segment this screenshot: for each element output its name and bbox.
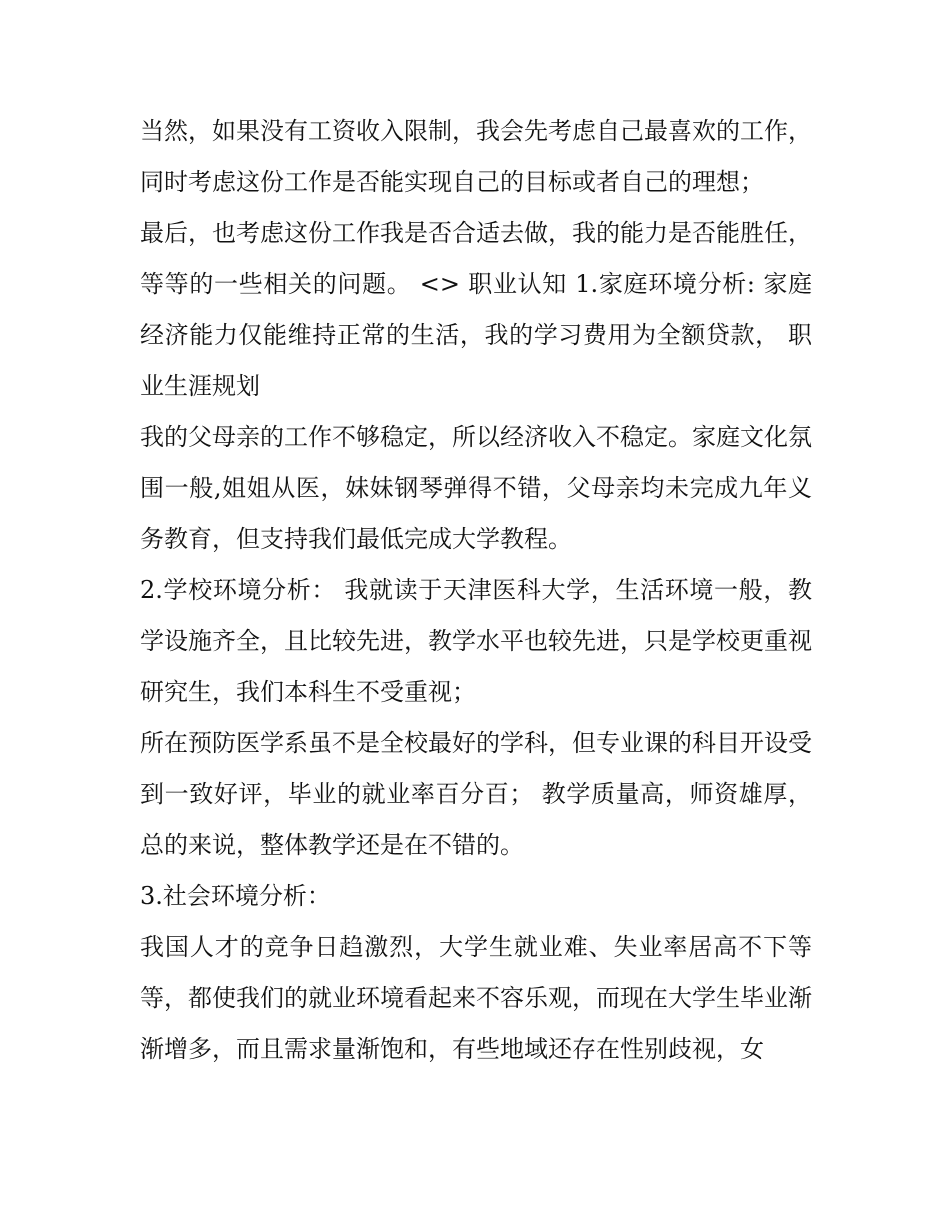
paragraph-ideal-job: 当然，如果没有工资收入限制，我会先考虑自己最喜欢的工作，同时考虑这份工作是否能实现自己的目标或者自己的理想； bbox=[140, 117, 812, 196]
document-page bbox=[140, 106, 812, 1075]
paragraph-school-environment: 2.学校环境分析： 我就读于天津医科大学，生活环境一般，教学设施齐全，且比较先进，教学水平也较先进，只是学校更重视研究生，我们本科生不受重视； bbox=[140, 576, 812, 706]
paragraph-department: 所在预防医学系虽不是全校最好的学科，但专业课的科目开设受到一致好评，毕业的就业率百分百； 教学质量高，师资雄厚，总的来说，整体教学还是在不错的。 bbox=[140, 729, 812, 859]
paragraph-parents-work: 我的父母亲的工作不够稳定，所以经济收入不稳定。家庭文化氛围一般,姐姐从医，妹妹钢琴弹得不错，父母亲均未完成九年义务教育，但支持我们最低完成大学教程。 bbox=[140, 423, 812, 553]
heading-social-environment: 3.社会环境分析： bbox=[140, 882, 331, 910]
paragraph-capability-family: 最后，也考虑这份工作我是否合适去做，我的能力是否能胜任，等等的一些相关的问题。 <> 职业认知 1.家庭环境分析: 家庭经济能力仅能维持正常的生活，我的学习费用为全额贷款， 职业生涯规划 bbox=[140, 219, 812, 400]
paragraph-social-competition: 我国人才的竞争日趋激烈，大学生就业难、失业率居高不下等等，都使我们的就业环境看起来不容乐观，而现在大学生毕业渐渐增多，而且需求量渐饱和，有些地域还存在性别歧视，女 bbox=[140, 933, 812, 1063]
